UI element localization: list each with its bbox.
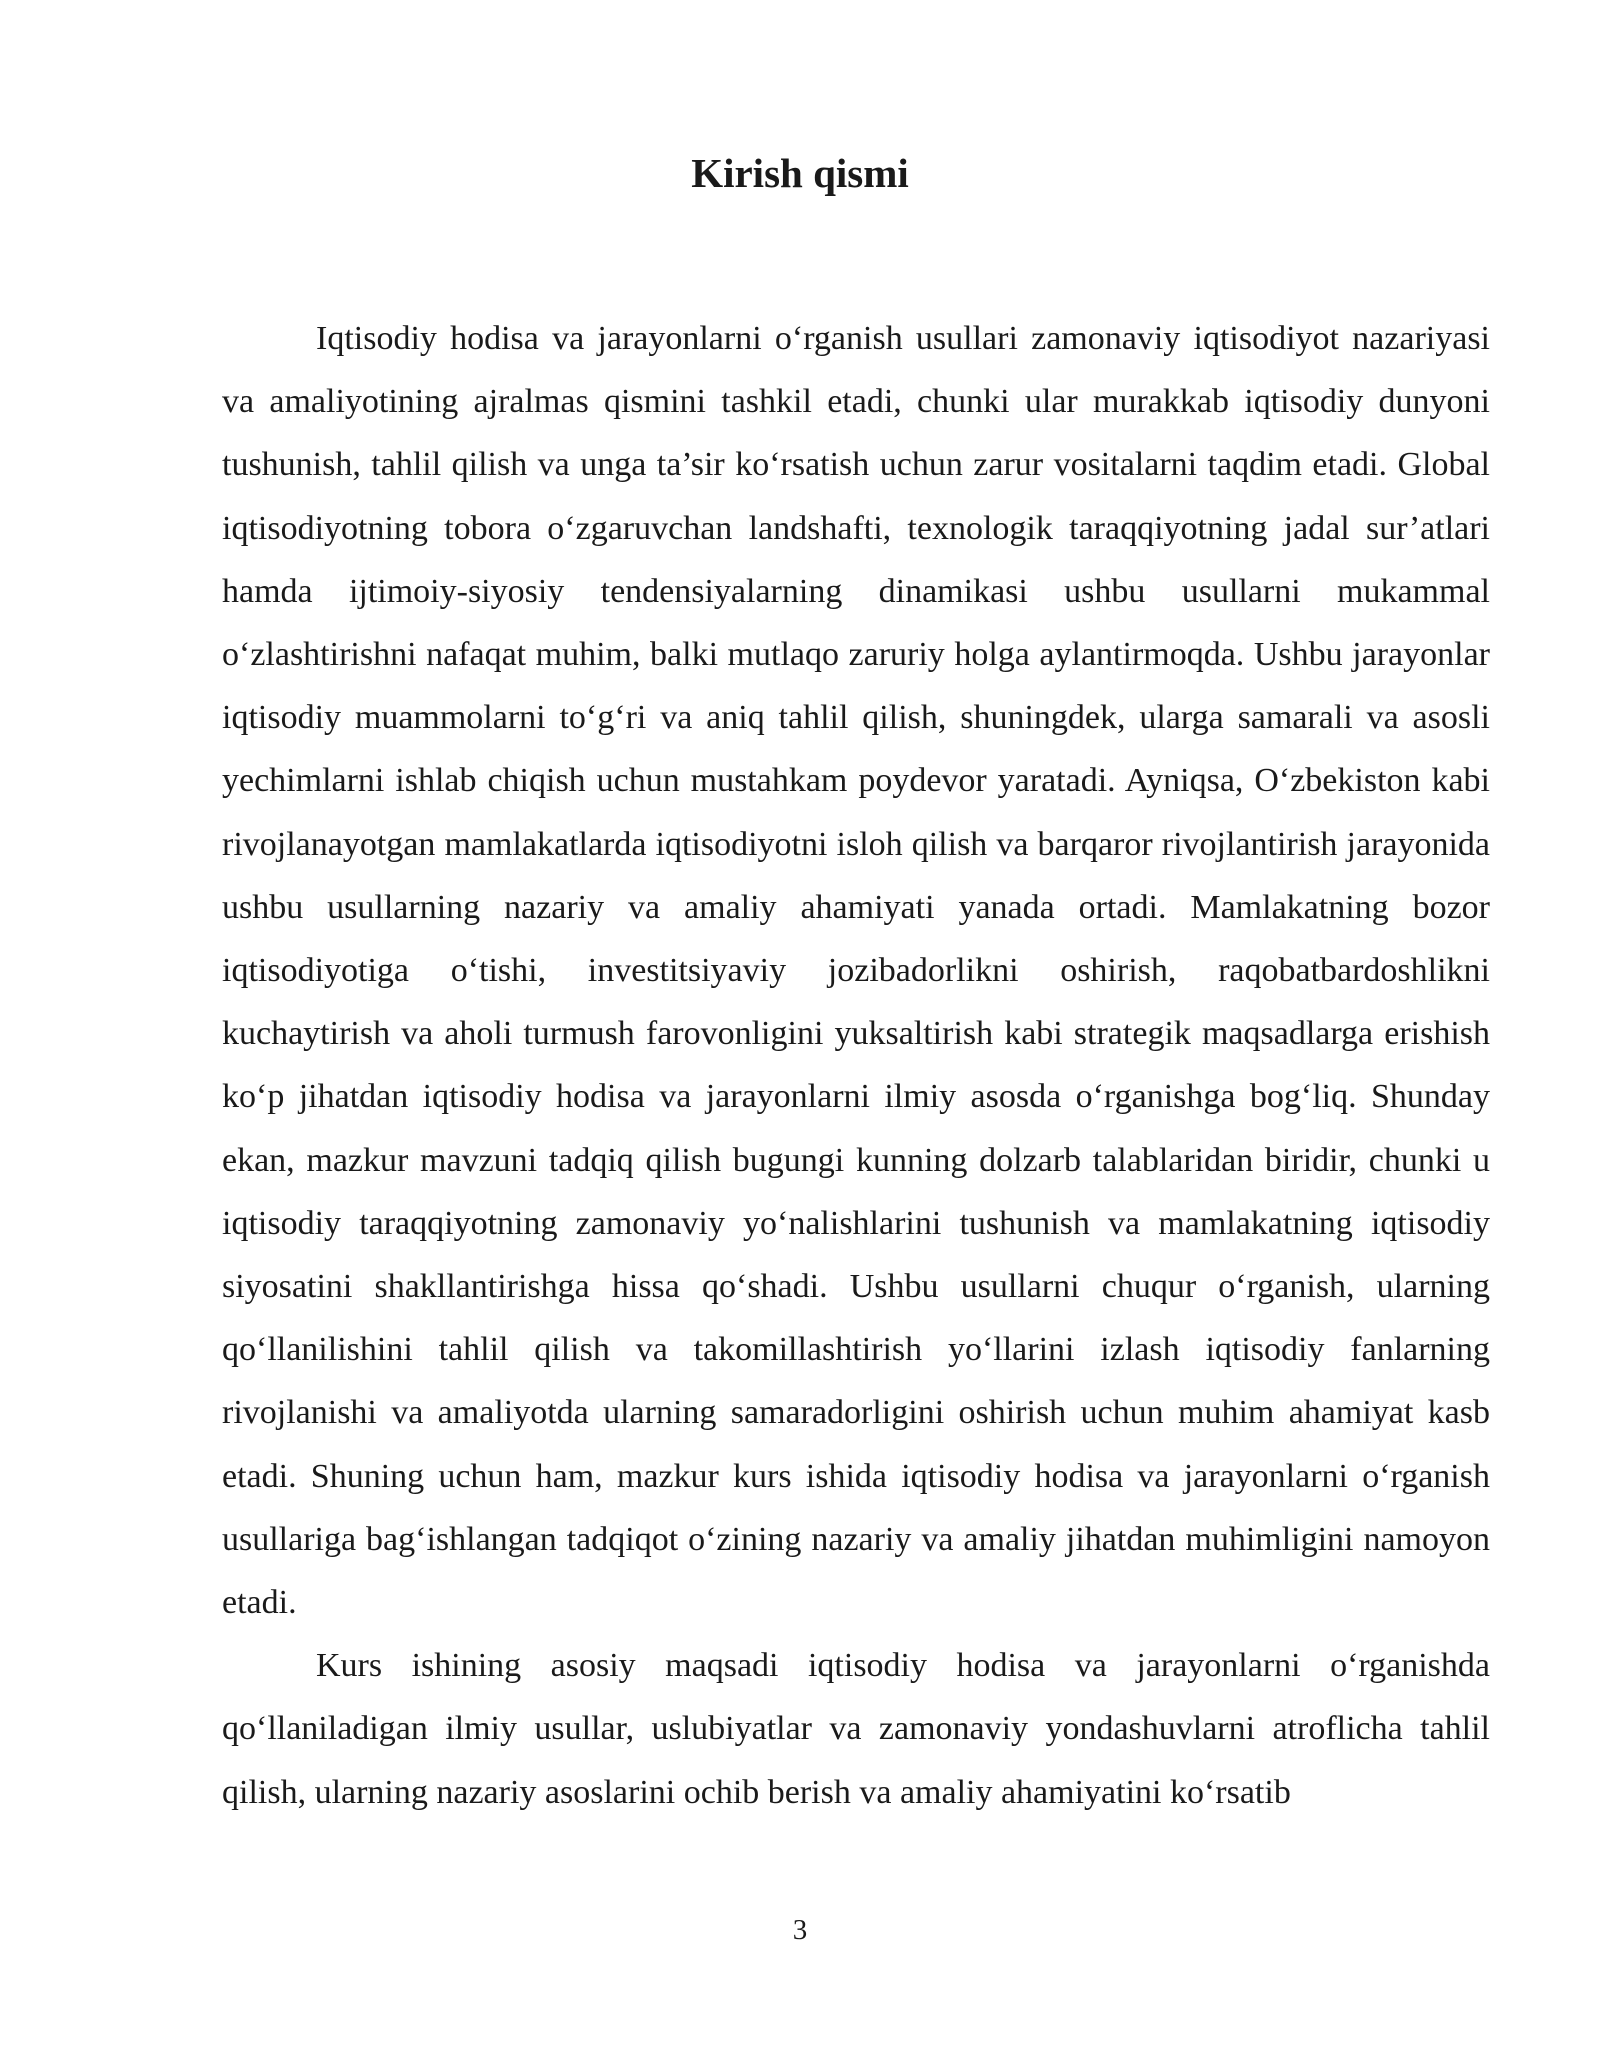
- body-text: [222, 307, 1490, 1824]
- page-title: Kirish qismi: [691, 150, 909, 196]
- page-number: 3: [792, 1914, 808, 1946]
- paragraph-introduction: Iqtisodiy hodisa va jarayonlarni o‘rganish usullari zamonaviy iqtisodiyot nazariyasi va amaliyotining ajralmas qismini tashkil etadi, chunki ular murakkab iqtisodiy dunyoni tushunish, tahlil qilish va unga ta’sir ko‘rsatish uchun zarur vositalarni taqdim etadi. Global iqtisodiyotning tobora o‘zgaruvchan landshafti, texnologik taraqqiyotning jadal sur’atlari hamda ijtimoiy-siyosiy tendensiyalarning dinamikasi ushbu usullarni mukammal o‘zlashtirishni nafaqat muhim, balki mutlaqo zaruriy holga aylantirmoqda. Ushbu jarayonlar iqtisodiy muammolarni to‘g‘ri va aniq tahlil qilish, shuningdek, ularga samarali va asosli yechimlarni ishlab chiqish uchun mustahkam poydevor yaratadi. Ayniqsa, O‘zbekiston kabi rivojlanayotgan mamlakatlarda iqtisodiyotni isloh qilish va barqaror rivojlantirish jarayonida ushbu usullarning nazariy va amaliy ahamiyati yanada ortadi. Mamlakatning bozor iqtisodiyotiga o‘tishi, investitsiyaviy jozibadorlikni oshirish, raqobatbardoshlikni kuchaytirish va aholi turmush farovonligini yuksaltirish kabi strategik maqsadlarga erishish ko‘p jihatdan iqtisodiy hodisa va jarayonlarni ilmiy asosda o‘rganishga bog‘liq. Shunday ekan, mazkur mavzuni tadqiq qilish bugungi kunning dolzarb talablaridan biridir, chunki u iqtisodiy taraqqiyotning zamonaviy yo‘nalishlarini tushunish va mamlakatning iqtisodiy siyosatini shakllantirishga hissa qo‘shadi. Ushbu usullarni chuqur o‘rganish, ularning qo‘llanilishini tahlil qilish va takomillashtirish yo‘llarini izlash iqtisodiy fanlarning rivojlanishi va amaliyotda ularning samaradorligini oshirish uchun muhim ahamiyat kasb etadi. Shuning uchun ham, mazkur kurs ishida iqtisodiy hodisa va jarayonlarni o‘rganish usullariga bag‘ishlangan tadqiqot o‘zining nazariy va amaliy jihatdan muhimligini namoyon etadi.: [222, 320, 1490, 1622]
- paragraph-aim: Kurs ishining asosiy maqsadi iqtisodiy hodisa va jarayonlarni o‘rganishda qo‘llaniladigan ilmiy usullar, uslubiyatlar va zamonaviy yondashuvlarni atroflicha tahlil qilish, ularning nazariy asoslarini ochib berish va amaliy ahamiyatini ko‘rsatib: [222, 1647, 1490, 1811]
